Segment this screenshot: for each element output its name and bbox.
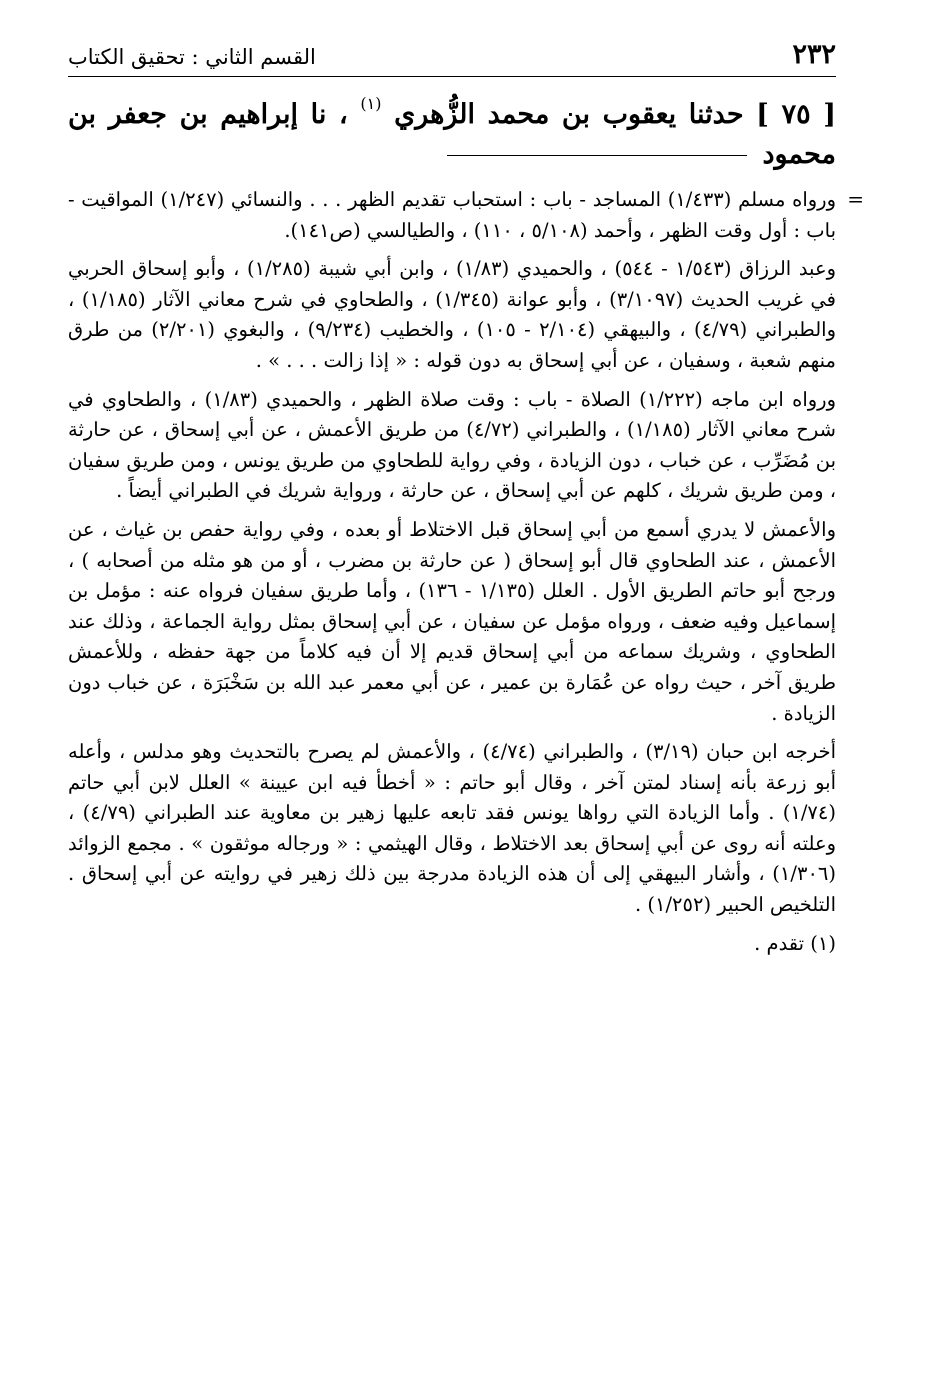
header-title: القسم الثاني : تحقيق الكتاب (68, 45, 316, 69)
hadith-chain-start: [ ٧٥ ] حدثنا يعقوب بن محمد الزُّهري (394, 99, 836, 130)
separator-line (447, 155, 747, 156)
document-page (68, 36, 864, 959)
commentary-notes (68, 185, 864, 959)
note-paragraph-1: ورواه مسلم (١/٤٣٣) المساجد - باب : استحباب تقديم الظهر . . . والنسائي (١/٢٤٧) المواقيت - باب : أول وقت الظهر ، وأحمد (٥/١٠٨ ، ١١٠) ، والطيالسي (ص١٤١). (68, 188, 836, 242)
note-paragraph-5: أخرجه ابن حبان (٣/١٩) ، والطبراني (٤/٧٤) ، والأعمش لم يصرح بالتحديث وهو مدلس ، وأعله أبو زرعة بأنه إسناد لمتن آخر ، وقال أبو حاتم : « أخطأ فيه ابن عيينة » العلل لابن أبي حاتم (١/٧٤) . وأما الزيادة التي رواها يونس فقد تابعه عليها زهير بن معاوية عند الطبراني (٤/٧٩) ، وعلته أنه روى عن أبي إسحاق بعد الاختلاط ، وقال الهيثمي : « ورجاله موثقون » . مجمع الزوائد (١/٣٠٦) ، وأشار البيهقي إلى أن هذه الزيادة مدرجة بين ذلك زهير في روايته عن أبي إسحاق . التلخيص الحبير (١/٢٥٢) . (68, 740, 836, 917)
note-paragraph-2: وعبد الرزاق (١/٥٤٣ - ٥٤٤) ، والحميدي (١/٨٣) ، وابن أبي شيبة (١/٢٨٥) ، وأبو إسحاق الحربي في غريب الحديث (٣/١٠٩٧) ، وأبو عوانة (١/٣٤٥) ، والطحاوي في شرح معاني الآثار (١/١٨٥) ، والطبراني (٤/٧٩) ، والبيهقي (٢/١٠٤ - ١٠٥) ، والخطيب (٩/٢٣٤) ، والبغوي (٢/٢٠١) من طرق منهم شعبة ، وسفيان ، عن أبي إسحاق به دون قوله : « إذا زالت . . . » . (68, 257, 836, 372)
footnote-reference: (١) (360, 94, 382, 113)
hadith-heading (68, 95, 836, 175)
running-header (68, 36, 836, 77)
note-paragraph-4: والأعمش لا يدري أسمع من أبي إسحاق قبل الاختلاط أو بعده ، وفي رواية حفص بن غياث ، عن الأعمش ، عند الطحاوي قال أبو إسحاق ( عن حارثة بن مضرب ، أو من هو مثله من أصحابه ) ، ورجح أبو حاتم الطريق الأول . العلل (١/١٣٥ - ١٣٦) ، وأما طريق سفيان فرواه عنه : مؤمل بن إسماعيل وفيه ضعف ، ورواه مؤمل عن سفيان ، عن أبي إسحاق بمثل رواية الجماعة ، وذلك عند الطحاوي ، وشريك سماعه من أبي إسحاق قديم إلا أن فيه كلاماً من جهة حفظه ، وللأعمش طريق آخر ، حيث رواه عن عُمَارة بن عمير ، عن أبي معمر عبد الله بن سَخْبَرَة ، عن خباب دون الزيادة . (68, 517, 836, 725)
footnote: (١) تقدم . (754, 931, 836, 955)
page-number: ٢٣٢ (792, 39, 836, 70)
hadith-chain-end: ، نا إبراهيم بن جعفر بن محمود (68, 99, 836, 170)
continuation-mark: = (847, 187, 864, 211)
note-paragraph-3: ورواه ابن ماجه (١/٢٢٢) الصلاة - باب : وقت صلاة الظهر ، والحميدي (١/٨٣) ، والطحاوي في شرح معاني الآثار (١/١٨٥) ، والطبراني (٤/٧٢) من طريق الأعمش ، عن أبي إسحاق ، عن حارثة بن مُضَرِّب ، عن خباب ، دون الزيادة ، وفي رواية للطحاوي من طريق يونس ، ومن طريق سفيان ، ومن طريق شريك ، كلهم عن أبي إسحاق ، عن حارثة ، ورواية شريك في الطبراني أيضاً . (68, 387, 836, 503)
